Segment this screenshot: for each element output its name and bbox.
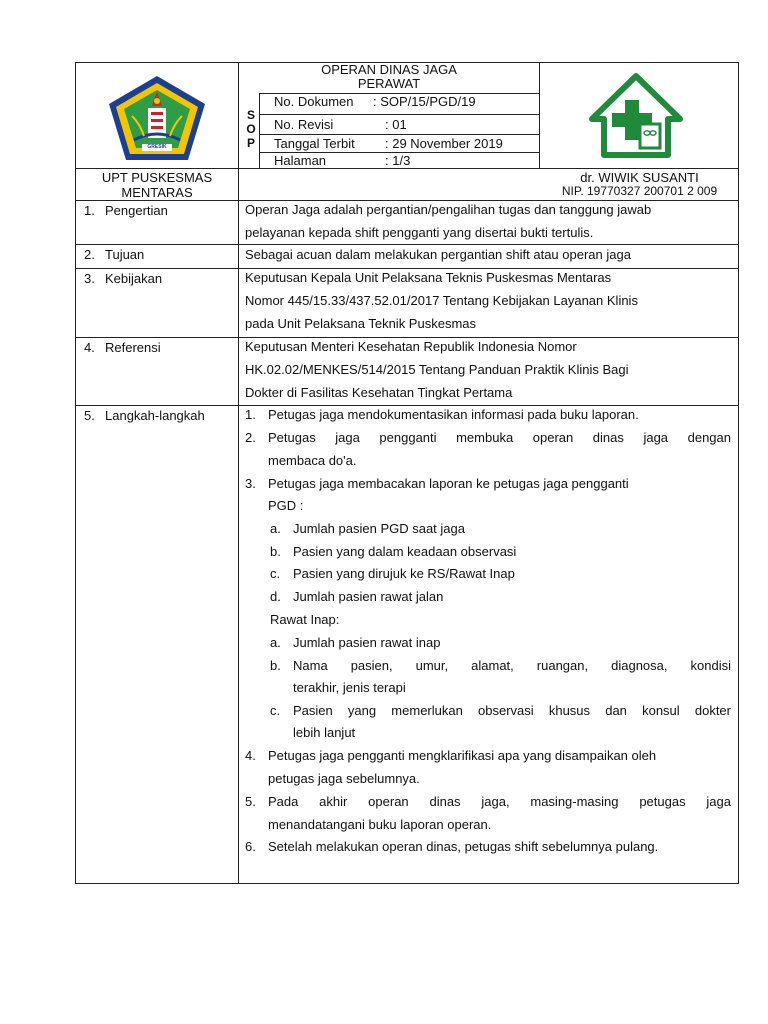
- referensi-text: HK.02.02/MENKES/514/2015 Tentang Panduan Praktik Klinis Bagi: [245, 362, 629, 377]
- sop-divider: [259, 93, 260, 168]
- kebijakan-text: Nomor 445/15.33/437.52.01/2017 Tentang Kebijakan Layanan Klinis: [245, 293, 638, 308]
- header-line: [259, 134, 539, 135]
- substep-text: Pasien yang memerlukan observasi khusus dan konsul dokter: [293, 703, 731, 718]
- organization-name-line1: UPT PUSKESMAS: [101, 170, 213, 185]
- column-divider: [238, 62, 239, 884]
- step-number: 5.: [245, 794, 256, 809]
- substep-letter: a.: [270, 521, 281, 536]
- step-text: petugas jaga sebelumnya.: [268, 771, 420, 786]
- header-line: [259, 114, 539, 115]
- step-text: membaca do'a.: [268, 453, 357, 468]
- document-title-line1: OPERAN DINAS JAGA: [321, 62, 457, 77]
- substep-letter: c.: [270, 566, 281, 581]
- section-number: 4.: [84, 340, 95, 355]
- step-text: menandatangani buku laporan operan.: [268, 817, 492, 832]
- section-label-referensi: Referensi: [105, 340, 161, 355]
- step-text: Petugas jaga mendokumentasikan informasi pada buku laporan.: [268, 407, 639, 422]
- substep-text: Jumlah pasien rawat inap: [293, 635, 441, 650]
- tujuan-text: Sebagai acuan dalam melakukan pergantian shift atau operan jaga: [245, 247, 631, 262]
- field-value: : 1/3: [385, 153, 411, 168]
- substep-letter: a.: [270, 635, 281, 650]
- crest-caption: GRESIK: [147, 144, 167, 150]
- regency-crest-logo: [104, 74, 210, 164]
- substep-text: Pasien yang dalam keadaan observasi: [293, 544, 517, 559]
- kebijakan-text: pada Unit Pelaksana Teknik Puskesmas: [245, 316, 476, 331]
- header-right-divider: [539, 62, 540, 168]
- step-number: 1.: [245, 407, 256, 422]
- puskesmas-logo: [588, 73, 684, 159]
- row-line: [75, 405, 739, 406]
- step-text: Setelah melakukan operan dinas, petugas shift sebelumnya pulang.: [268, 839, 659, 854]
- step-number: 3.: [245, 476, 256, 491]
- organization-name-line2: MENTARAS: [121, 185, 193, 200]
- substep-letter: b.: [270, 544, 281, 559]
- section-label-pengertian: Pengertian: [105, 203, 168, 218]
- substep-text: Jumlah pasien rawat jalan: [293, 589, 444, 604]
- section-number: 3.: [84, 271, 95, 286]
- field-label: Halaman: [274, 153, 327, 168]
- substep-text: lebih lanjut: [293, 725, 356, 740]
- field-value: : 29 November 2019: [385, 136, 503, 151]
- substep-text: terakhir, jenis terapi: [293, 680, 406, 695]
- kebijakan-text: Keputusan Kepala Unit Pelaksana Teknis Puskesmas Mentaras: [245, 270, 612, 285]
- section-number: 5.: [84, 408, 95, 423]
- pengertian-text: pelayanan kepada shift pengganti yang disertai bukti tertulis.: [245, 225, 594, 240]
- field-label: No. Revisi: [274, 117, 334, 132]
- row-line: [75, 268, 739, 269]
- field-value: : 01: [385, 117, 407, 132]
- section-number: 2.: [84, 247, 95, 262]
- step-number: 6.: [245, 839, 256, 854]
- substep-letter: d.: [270, 589, 281, 604]
- row-line: [75, 244, 739, 245]
- step-text: PGD :: [268, 498, 304, 513]
- field-value: : SOP/15/PGD/19: [373, 94, 476, 109]
- section-label-kebijakan: Kebijakan: [105, 271, 163, 286]
- rawat-inap-label: Rawat Inap:: [270, 612, 340, 627]
- substep-text: Jumlah pasien PGD saat jaga: [293, 521, 465, 536]
- row-line: [75, 200, 739, 201]
- referensi-text: Keputusan Menteri Kesehatan Republik Indonesia Nomor: [245, 339, 577, 354]
- signer-nip: NIP. 19770327 200701 2 009: [561, 184, 718, 198]
- step-number: 2.: [245, 430, 256, 445]
- substep-text: Nama pasien, umur, alamat, ruangan, diagnosa, kondisi: [293, 658, 731, 673]
- signer-name: dr. WIWIK SUSANTI: [580, 170, 699, 185]
- section-number: 1.: [84, 203, 95, 218]
- row-line: [75, 337, 739, 338]
- section-label-tujuan: Tujuan: [105, 247, 145, 262]
- step-number: 4.: [245, 748, 256, 763]
- substep-letter: b.: [270, 658, 281, 673]
- header-line: [75, 168, 739, 169]
- sop-label: S O P: [246, 108, 256, 150]
- field-label: No. Dokumen: [274, 94, 354, 109]
- referensi-text: Dokter di Fasilitas Kesehatan Tingkat Pertama: [245, 385, 513, 400]
- section-label-langkah: Langkah-langkah: [105, 408, 205, 423]
- step-text: Pada akhir operan dinas jaga, masing-masing petugas jaga: [268, 794, 731, 809]
- document-title-line2: PERAWAT: [357, 76, 421, 91]
- pengertian-text: Operan Jaga adalah pergantian/pengalihan tugas dan tanggung jawab: [245, 202, 652, 217]
- substep-letter: c.: [270, 703, 281, 718]
- step-text: Petugas jaga membacakan laporan ke petugas jaga pengganti: [268, 476, 629, 491]
- substep-text: Pasien yang dirujuk ke RS/Rawat Inap: [293, 566, 515, 581]
- field-label: Tanggal Terbit: [274, 136, 355, 151]
- step-text: Petugas jaga pengganti membuka operan dinas jaga dengan: [268, 430, 731, 445]
- step-text: Petugas jaga pengganti mengklarifikasi apa yang disampaikan oleh: [268, 748, 657, 763]
